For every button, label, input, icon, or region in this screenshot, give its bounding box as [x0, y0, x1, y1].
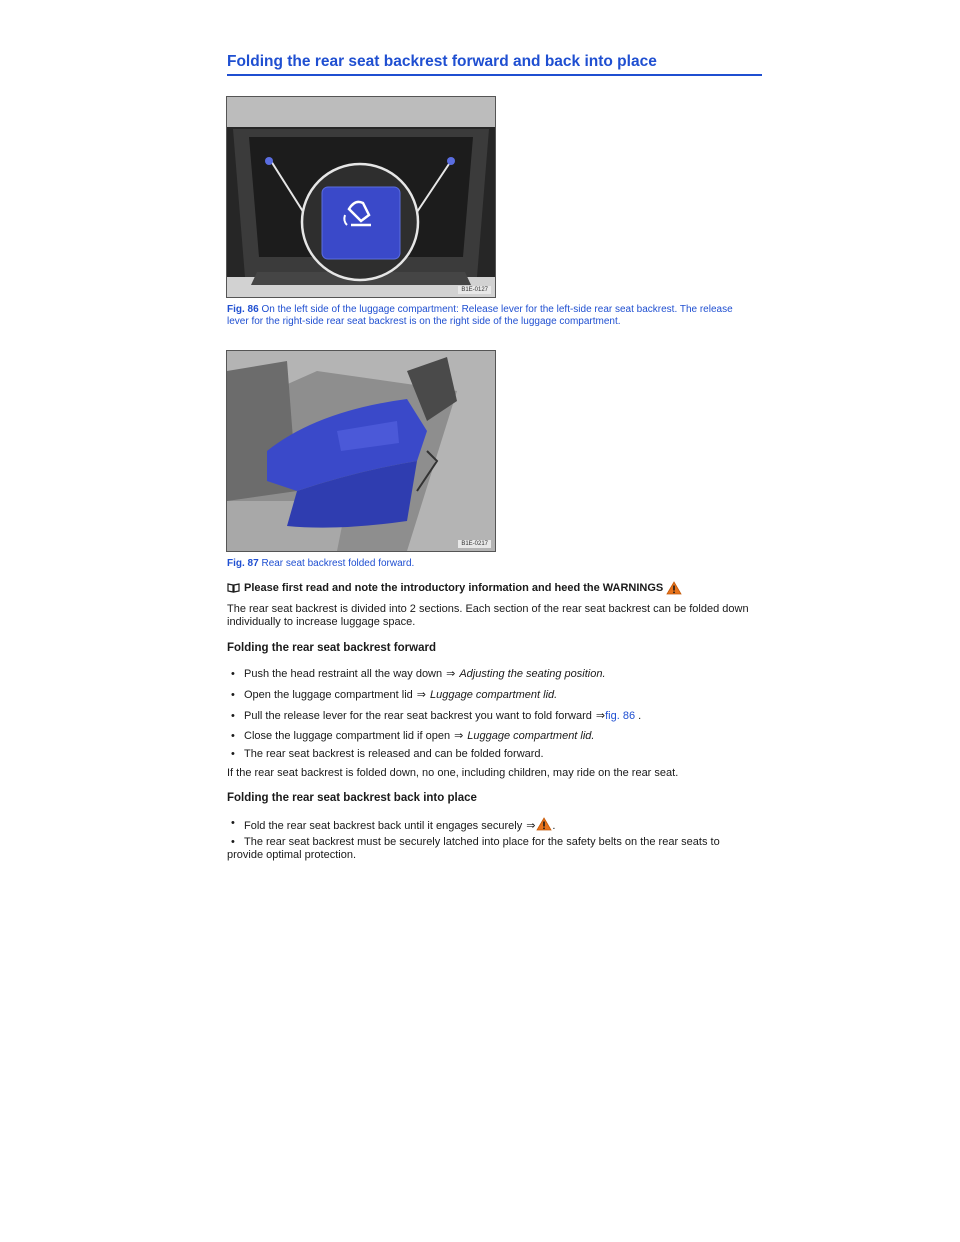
figure-86-image: [226, 96, 496, 298]
passenger-note: If the rear seat backrest is folded down, no one, including children, may ride on the rear seat.: [227, 767, 679, 779]
figure-87-image: [226, 350, 496, 552]
book-icon: [227, 583, 240, 593]
luggage-compartment-illustration: [227, 97, 495, 297]
warning-icon[interactable]: [536, 817, 552, 831]
section-heading-fold-back: Folding the rear seat backrest back into place: [227, 792, 477, 804]
cross-reference-link[interactable]: Adjusting the seating position.: [459, 668, 606, 680]
figure-link[interactable]: fig. 86: [605, 710, 636, 722]
rear-seat-folded-illustration: [227, 351, 495, 551]
figure-86-caption: Fig. 86 On the left side of the luggage compartment: Release lever for the left-side rear seat backrest. The release lever for the right-side rear seat backrest is on the right side of the luggage compartment.: [227, 304, 733, 327]
list-item: • Pull the release lever for the rear seat backrest you want to fold forward ⇒fig. 86 .: [231, 710, 642, 722]
intro-text: Please first read and note the introductory information and heed the WARNINGS: [244, 582, 664, 594]
section-heading-fold-forward: Folding the rear seat backrest forward: [227, 642, 436, 654]
intro-note: [227, 581, 767, 595]
list-item: • Open the luggage compartment lid ⇒ Luggage compartment lid.: [231, 689, 558, 701]
cross-reference-link[interactable]: Luggage compartment lid.: [467, 730, 595, 742]
list-item: • Close the luggage compartment lid if open ⇒ Luggage compartment lid.: [231, 730, 595, 742]
list-item: • The rear seat backrest is released and can be folded forward.: [231, 748, 544, 760]
warning-icon[interactable]: [666, 581, 682, 595]
list-item: • Push the head restraint all the way down ⇒ Adjusting the seating position.: [231, 668, 606, 680]
cross-reference-link[interactable]: Luggage compartment lid.: [430, 689, 558, 701]
figure-code: B1E-0217: [458, 540, 491, 548]
page-title: Folding the rear seat backrest forward and back into place: [227, 53, 762, 76]
description-paragraph: The rear seat backrest is divided into 2 sections. Each section of the rear seat backrest can be folded down individually to increase luggage space.: [227, 603, 749, 628]
figure-code: B1E-0127: [458, 286, 491, 294]
figure-87-caption: Fig. 87 Rear seat backrest folded forward.: [227, 558, 415, 569]
list-item: • Fold the rear seat backrest back until it engages securely ⇒ .: [231, 817, 556, 832]
list-item: • The rear seat backrest must be securely latched into place for the safety belts on the rear seats to provide optimal protection.: [227, 836, 720, 861]
